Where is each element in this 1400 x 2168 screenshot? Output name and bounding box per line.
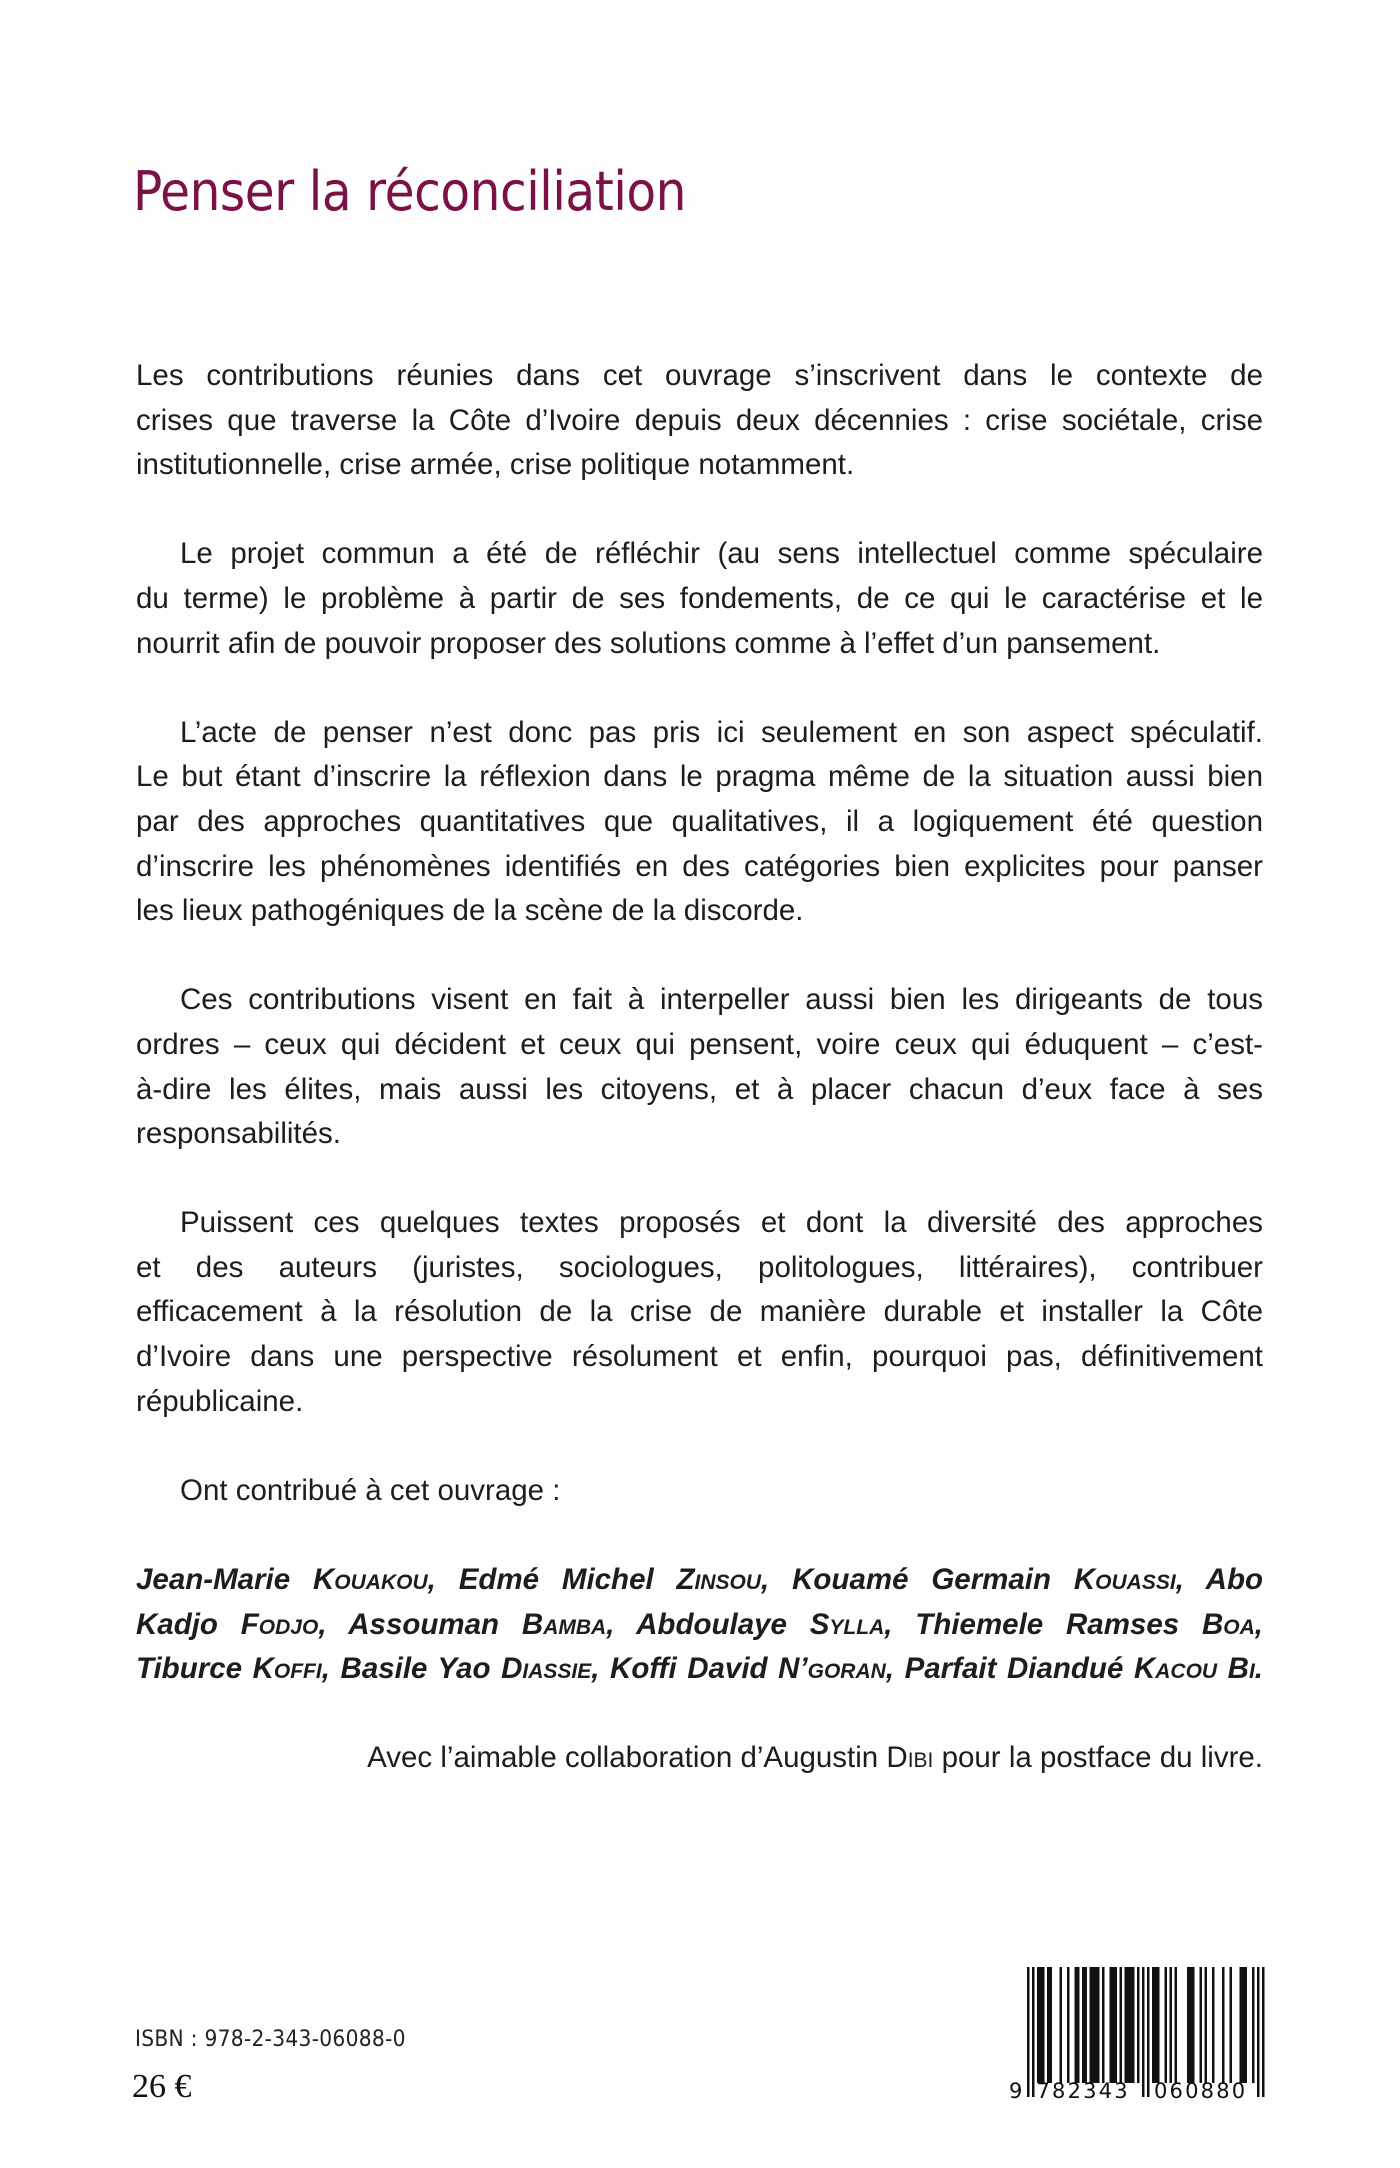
contributor-surname: Fodjo	[240, 1607, 319, 1641]
contributor-first-name: Koffi David	[610, 1652, 779, 1686]
separator: ,	[321, 1652, 330, 1686]
contributor-first-name: Edmé Michel	[458, 1563, 677, 1597]
contributor-surname: Kouassi	[1073, 1563, 1176, 1597]
barcode-bar	[1222, 1967, 1225, 2083]
blurb-paragraphs	[136, 354, 1263, 1424]
barcode-bar	[1097, 1967, 1100, 2083]
barcode-bar	[1245, 1967, 1248, 2083]
barcode-bar	[1200, 1967, 1203, 2083]
contributor-first-name: Kadjo	[136, 1607, 241, 1641]
barcode-bar	[1082, 1967, 1085, 2083]
barcode-bar	[1110, 1967, 1113, 2083]
paragraph-line: responsabilités.	[136, 1117, 341, 1151]
contributors-line	[136, 1647, 1263, 1692]
isbn-barcode	[1006, 1964, 1268, 2104]
contributor-first-name: Parfait Diandué	[904, 1652, 1134, 1686]
paragraph-line: par des approches quantitatives que qualitatives, il a logiquement été question	[136, 804, 1263, 838]
barcode-bar	[1102, 1967, 1105, 2083]
paragraph-line: Puissent ces quelques textes proposés et dont la diversité des approches	[180, 1206, 1263, 1240]
contributor-first-name: Assouman	[348, 1607, 522, 1641]
separator: ,	[1254, 1607, 1263, 1641]
barcode-bar	[1047, 1967, 1050, 2083]
barcode-bar	[1192, 1967, 1195, 2083]
barcode-bar	[1115, 1967, 1118, 2083]
barcode-bar	[1262, 1967, 1265, 2097]
blurb-paragraph	[136, 354, 1263, 488]
barcode-bar	[1127, 1967, 1130, 2083]
barcode-bar	[1130, 1967, 1133, 2083]
barcode-bar	[1240, 1967, 1243, 2083]
paragraph-line: institutionnelle, crise armée, crise politique notamment.	[136, 448, 855, 482]
separator: ,	[591, 1652, 600, 1686]
collaboration-before: Avec l’aimable collaboration d’Augustin	[367, 1741, 887, 1775]
contributors-intro	[136, 1469, 1263, 1514]
paragraph-line: à-dire les élites, mais aussi les citoyens, et à placer chacun d’eux face à ses	[136, 1072, 1263, 1106]
barcode-bar	[1157, 1967, 1160, 2083]
blurb-paragraph	[136, 1201, 1263, 1424]
contributors-line	[136, 1603, 1263, 1648]
barcode-digits: 782343	[1036, 2079, 1130, 2103]
contributor-surname: Zinsou	[676, 1563, 762, 1597]
contributor	[136, 1608, 327, 1641]
paragraph-line: Les contributions réunies dans cet ouvrage s’inscrivent dans le contexte de	[136, 359, 1263, 392]
paragraph-line: Le but étant d’inscrire la réflexion dans le pragma même de la situation aussi bien	[136, 760, 1263, 794]
barcode-bar	[1090, 1967, 1093, 2083]
barcode-bar	[1170, 1967, 1173, 2083]
contributor-first-name: Thiemele Ramses	[915, 1607, 1202, 1641]
paragraph-line: ordres – ceux qui décident et ceux qui pensent, voire ceux qui éduquent – c’est-	[136, 1027, 1263, 1061]
barcode-bar	[1095, 1967, 1098, 2083]
separator: ,	[1175, 1563, 1184, 1597]
paragraph-line: d’Ivoire dans une perspective résolument et enfin, pourquoi pas, définitivement	[136, 1340, 1263, 1374]
contributors-intro-text: Ont contribué à cet ouvrage :	[180, 1473, 561, 1507]
contributor-surname: N’goran	[778, 1652, 886, 1686]
barcode-bar	[1067, 1967, 1070, 2083]
barcode-bar	[1152, 1967, 1155, 2083]
contributor-first-name: Basile Yao	[340, 1652, 502, 1686]
contributor-surname: Koffi	[252, 1652, 322, 1686]
contributor-first-name: Abdoulaye	[636, 1607, 810, 1641]
collaboration-surname: Dibi	[886, 1741, 934, 1775]
barcode-bar	[1075, 1967, 1078, 2083]
contributor	[905, 1652, 1263, 1685]
paragraph-line: républicaine.	[136, 1384, 304, 1418]
barcode-bar	[1230, 1967, 1233, 2083]
collaboration-after: pour la postface du livre.	[933, 1741, 1263, 1775]
separator: ,	[318, 1607, 327, 1641]
barcode-bar	[1242, 1967, 1245, 2083]
barcode-bar	[1085, 1967, 1088, 2083]
barcode-bar	[1212, 1967, 1215, 2083]
barcode-bar	[1040, 1967, 1043, 2083]
barcode-bar	[1092, 1967, 1095, 2083]
separator: .	[1254, 1652, 1263, 1686]
barcode-bar	[1077, 1967, 1080, 2083]
contributor-surname: Bamba	[521, 1607, 607, 1641]
paragraph-line: L’acte de penser n’est donc pas pris ici seulement en son aspect spéculatif.	[180, 715, 1263, 749]
separator: ,	[427, 1563, 436, 1597]
contributor-surname: Kouakou	[312, 1563, 428, 1597]
barcode-bar	[1147, 1967, 1150, 2097]
price: 26 €	[132, 2068, 192, 2105]
barcode-bar	[1142, 1967, 1145, 2097]
barcode-digits: 060880	[1154, 2079, 1248, 2103]
contributor-surname: Diassie	[501, 1652, 592, 1686]
barcode-bar	[1125, 1967, 1128, 2083]
collaboration-text	[136, 1736, 1263, 1781]
contributor-surname: Boa	[1201, 1607, 1255, 1641]
contributor	[1206, 1563, 1263, 1596]
barcode-bar	[1112, 1967, 1115, 2083]
paragraph-line: efficacement à la résolution de la crise de manière durable et installer la Côte	[136, 1295, 1263, 1329]
contributor-first-name: Tiburce	[136, 1652, 253, 1686]
paragraph-line: et des auteurs (juristes, sociologues, politologues, littéraires), contribuer	[136, 1250, 1263, 1284]
blurb-paragraph	[136, 532, 1263, 666]
blurb	[136, 354, 1263, 1826]
contributor	[348, 1608, 614, 1641]
separator: ,	[885, 1652, 895, 1686]
barcode-bar	[1257, 1967, 1260, 2097]
barcode-bar	[1027, 1967, 1030, 2097]
barcode-bar	[1037, 1967, 1040, 2083]
barcode-bar	[1175, 1967, 1178, 2083]
contributors-line	[136, 1558, 1263, 1603]
barcode-bar	[1187, 1967, 1190, 2083]
barcode-bar	[1252, 1967, 1255, 2083]
separator: ,	[884, 1607, 893, 1641]
contributor	[136, 1652, 330, 1685]
contributor	[341, 1652, 600, 1685]
contributor	[136, 1563, 436, 1596]
contributor	[792, 1563, 1184, 1596]
paragraph-line: crises que traverse la Côte d’Ivoire depuis deux décennies : crise sociétale, crise	[136, 403, 1263, 437]
barcode-bar	[1132, 1967, 1135, 2083]
contributor	[636, 1608, 892, 1641]
barcode-digits: 9	[1009, 2079, 1025, 2103]
contributor	[610, 1652, 894, 1685]
paragraph-line: Le projet commun a été de réfléchir (au sens intellectuel comme spéculaire	[180, 537, 1263, 571]
contributor-first-name: Jean-Marie	[136, 1563, 313, 1597]
contributor-first-name: Abo	[1205, 1563, 1264, 1597]
contributor-surname: Sylla	[809, 1607, 885, 1641]
paragraph-line: nourrit afin de pouvoir proposer des solutions comme à l’effet d’un pansement.	[136, 626, 1161, 660]
paragraph-line: Ces contributions visent en fait à interpeller aussi bien les dirigeants de tous	[180, 983, 1263, 1017]
contributor-first-name: Kouamé Germain	[792, 1563, 1074, 1597]
isbn: ISBN : 978-2-343-06088-0	[135, 2027, 406, 2052]
separator: ,	[606, 1607, 615, 1641]
book-title: Penser la réconciliation	[133, 160, 687, 223]
separator: ,	[761, 1563, 770, 1597]
paragraph-line: du terme) le problème à partir de ses fondements, de ce qui le caractérise et le	[136, 581, 1263, 615]
barcode-bar	[1155, 1967, 1158, 2083]
blurb-paragraph	[136, 978, 1263, 1156]
barcode-bar	[1050, 1967, 1053, 2083]
contributor	[459, 1563, 770, 1596]
contributors-list	[136, 1558, 1263, 1692]
blurb-paragraph	[136, 711, 1263, 934]
contributor-surname: Kacou Bi	[1133, 1652, 1255, 1686]
barcode-bar	[1137, 1967, 1140, 2083]
paragraph-line: d’inscrire les phénomènes identifiés en des catégories bien explicites pour panser	[136, 849, 1263, 883]
barcode-bar	[1205, 1967, 1208, 2083]
collaboration-note	[136, 1736, 1263, 1781]
barcode-bar	[1190, 1967, 1193, 2083]
barcode-bar	[1060, 1967, 1063, 2083]
barcode-bar	[1042, 1967, 1045, 2083]
barcode-bar	[1165, 1967, 1168, 2083]
contributor	[915, 1608, 1263, 1641]
barcode-bar	[1032, 1967, 1035, 2097]
barcode-bar	[1120, 1967, 1123, 2083]
paragraph-line: les lieux pathogéniques de la scène de la discorde.	[136, 894, 804, 928]
